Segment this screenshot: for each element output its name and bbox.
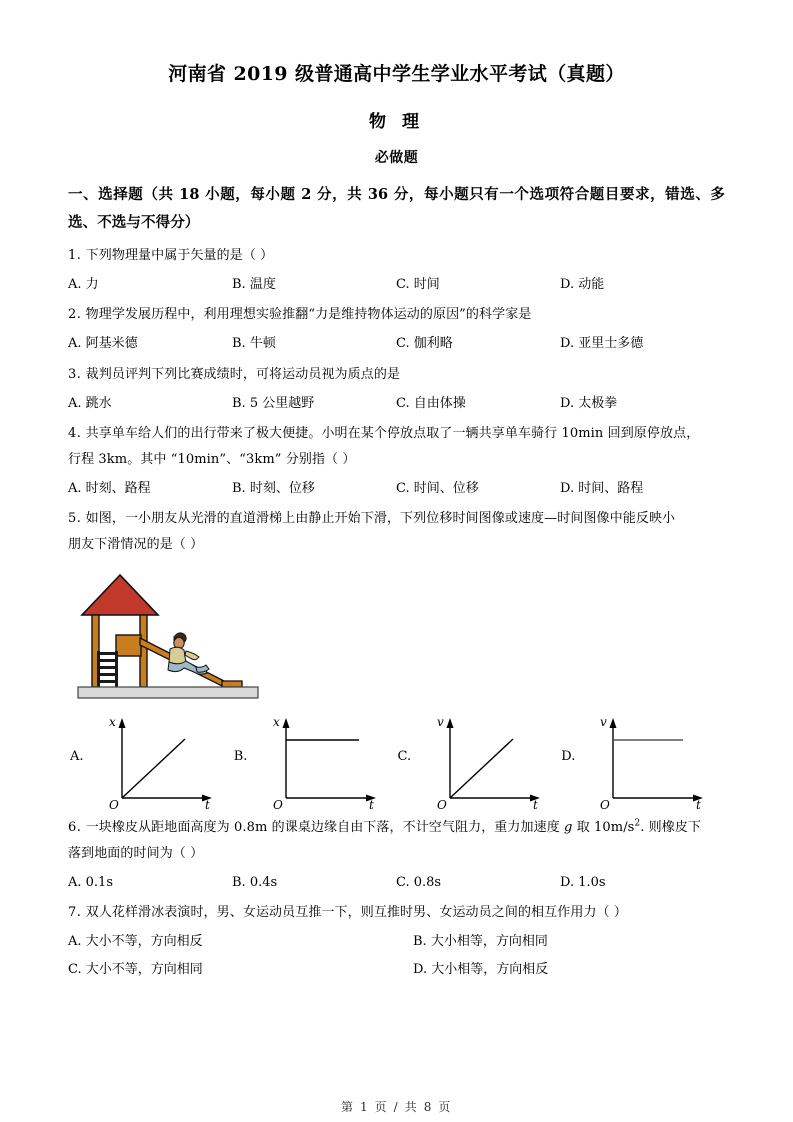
svg-text:v: v bbox=[436, 714, 444, 729]
option-6-c[interactable]: C. 0.8s bbox=[396, 875, 442, 891]
subject-title: 物 理 bbox=[369, 111, 424, 132]
options-row-3 bbox=[68, 393, 725, 415]
page-title: 河南省 2019 级普通高中学生学业水平考试（真题） bbox=[168, 63, 625, 85]
question-stem-6-cont bbox=[68, 842, 725, 866]
option-2-c[interactable]: C. 伽利略 bbox=[396, 336, 453, 352]
option-4-c[interactable]: C. 时间、位移 bbox=[396, 480, 479, 496]
question-stem-5 bbox=[68, 507, 725, 531]
graph-cell-a bbox=[70, 710, 234, 810]
graph-b-svg bbox=[256, 710, 391, 810]
option-1-c[interactable]: C. 时间 bbox=[396, 277, 440, 293]
question-stem-4 bbox=[68, 422, 725, 446]
option-3-c[interactable]: C. 自由体操 bbox=[396, 395, 466, 411]
question-number-5: 5. bbox=[68, 510, 82, 526]
question-number-3: 3. bbox=[68, 366, 82, 382]
question-number-2: 2. bbox=[68, 307, 82, 323]
ground-slab bbox=[78, 687, 258, 698]
question-number-1: 1. bbox=[68, 248, 82, 264]
question-stem-2 bbox=[68, 303, 725, 327]
option-7-d[interactable]: D. 大小相等，方向相反 bbox=[413, 962, 549, 978]
child-figure bbox=[168, 633, 209, 674]
slide-ramp-foot bbox=[222, 681, 242, 687]
options-row-7-top bbox=[68, 931, 725, 953]
option-7-b[interactable]: B. 大小相等，方向相同 bbox=[413, 934, 548, 950]
question-number-4: 4. bbox=[68, 425, 82, 441]
option-7-c[interactable]: C. 大小不等，方向相同 bbox=[68, 962, 203, 978]
question-text-6-pre: 一块橡皮从距地面高度为 0.8m 的课桌边缘自由下落，不计空气阻力，重力加速度 bbox=[85, 819, 565, 835]
ladder-rungs bbox=[97, 652, 118, 683]
options-row-4 bbox=[68, 478, 725, 500]
question-text-7: 双人花样滑冰表演时，男、女运动员互推一下，则互推时男、女运动员之间的相互作用力（ ） bbox=[85, 905, 627, 921]
question-text-6-line2: 落到地面的时间为（ ） bbox=[68, 845, 204, 861]
options-row-2 bbox=[68, 333, 725, 355]
option-3-a[interactable]: A. 跳水 bbox=[68, 395, 112, 411]
graph-cell-d bbox=[561, 710, 725, 810]
svg-text:O: O bbox=[436, 797, 447, 810]
option-1-b[interactable]: B. 温度 bbox=[232, 277, 276, 293]
question-5-graphs-row bbox=[70, 710, 725, 810]
option-2-b[interactable]: B. 牛顿 bbox=[232, 336, 276, 352]
graph-a-svg bbox=[92, 710, 227, 810]
option-2-d[interactable]: D. 亚里士多德 bbox=[560, 336, 644, 352]
svg-text:x: x bbox=[109, 714, 116, 729]
graph-d-svg bbox=[583, 710, 718, 810]
part-title: 必做题 bbox=[374, 149, 419, 166]
graph-label-b: B. bbox=[233, 749, 248, 765]
option-6-a[interactable]: A. 0.1s bbox=[68, 875, 113, 891]
svg-text:v: v bbox=[600, 714, 608, 729]
svg-text:t: t bbox=[696, 797, 702, 810]
question-stem-5-cont bbox=[68, 533, 725, 557]
graph-label-c: C. bbox=[397, 749, 412, 765]
slide-illustration-svg bbox=[70, 567, 270, 702]
question-text-4-line1: 共享单车给人们的出行带来了极大便捷。小明在某个停放点取了一辆共享单车骑行 10min 回到原停放点， bbox=[85, 425, 700, 441]
options-row-7-bottom bbox=[68, 959, 725, 981]
option-1-a[interactable]: A. 力 bbox=[68, 277, 99, 293]
page-footer: 第 1 页 / 共 8 页 bbox=[341, 1100, 452, 1114]
question-number-7: 7. bbox=[68, 905, 82, 921]
question-text-2: 物理学发展历程中，利用理想实验推翻“力是维持物体运动的原因”的科学家是 bbox=[85, 307, 532, 323]
option-4-d[interactable]: D. 时间、路程 bbox=[560, 480, 644, 496]
question-text-6-mid: 取 10m/s bbox=[572, 819, 635, 835]
option-3-d[interactable]: D. 太极拳 bbox=[560, 395, 618, 411]
option-2-a[interactable]: A. 阿基米德 bbox=[68, 336, 138, 352]
graph-c-svg bbox=[420, 710, 555, 810]
question-text-5-line2: 朋友下滑情况的是（ ） bbox=[68, 536, 204, 552]
svg-text:t: t bbox=[368, 797, 374, 810]
option-1-d[interactable]: D. 动能 bbox=[560, 277, 605, 293]
option-7-a[interactable]: A. 大小不等，方向相反 bbox=[68, 934, 203, 950]
question-stem-3 bbox=[68, 363, 725, 387]
gravity-symbol: g bbox=[564, 819, 573, 835]
roof-shape bbox=[82, 575, 158, 615]
option-4-b[interactable]: B. 时刻、位移 bbox=[232, 480, 315, 496]
svg-text:O: O bbox=[600, 797, 611, 810]
question-text-4-line2: 行程 3km。其中 “10min”、“3km” 分别指（ ） bbox=[68, 451, 356, 467]
svg-text:t: t bbox=[205, 797, 210, 810]
question-text-6-post: . 则橡皮下 bbox=[640, 819, 702, 835]
graph-cell-b bbox=[234, 710, 398, 810]
question-stem-1 bbox=[68, 244, 725, 268]
section-heading: 一、选择题（共 18 小题，每小题 2 分，共 36 分，每小题只有一个选项符合题目要求，错选、多选、不选与不得分） bbox=[68, 185, 725, 231]
options-row-6 bbox=[68, 872, 725, 894]
option-6-b[interactable]: B. 0.4s bbox=[232, 875, 278, 891]
svg-text:O: O bbox=[272, 797, 283, 810]
svg-text:x: x bbox=[272, 714, 280, 729]
question-text-3: 裁判员评判下列比赛成绩时，可将运动员视为质点的是 bbox=[85, 366, 401, 382]
option-6-d[interactable]: D. 1.0s bbox=[560, 875, 606, 891]
svg-text:t: t bbox=[532, 797, 538, 810]
question-stem-4-cont bbox=[68, 448, 725, 472]
option-4-a[interactable]: A. 时刻、路程 bbox=[68, 480, 151, 496]
graph-label-d: D. bbox=[561, 749, 576, 765]
question-text-5-line1: 如图，一小朋友从光滑的直道滑梯上由静止开始下滑，下列位移时间图像或速度—时间图像中能反映小 bbox=[85, 510, 676, 526]
question-text-1: 下列物理量中属于矢量的是（ ） bbox=[85, 248, 274, 264]
svg-text:O: O bbox=[109, 797, 119, 810]
question-stem-7 bbox=[68, 901, 725, 925]
question-stem-6 bbox=[68, 816, 725, 840]
platform-panel bbox=[116, 635, 141, 656]
options-row-1 bbox=[68, 274, 725, 296]
unit-superscript: 2 bbox=[634, 818, 641, 829]
playground-slide-figure bbox=[70, 567, 725, 706]
graph-cell-c bbox=[398, 710, 562, 810]
graph-label-a: A. bbox=[70, 749, 84, 765]
option-3-b[interactable]: B. 5 公里越野 bbox=[232, 395, 315, 411]
question-number-6: 6. bbox=[68, 819, 82, 835]
